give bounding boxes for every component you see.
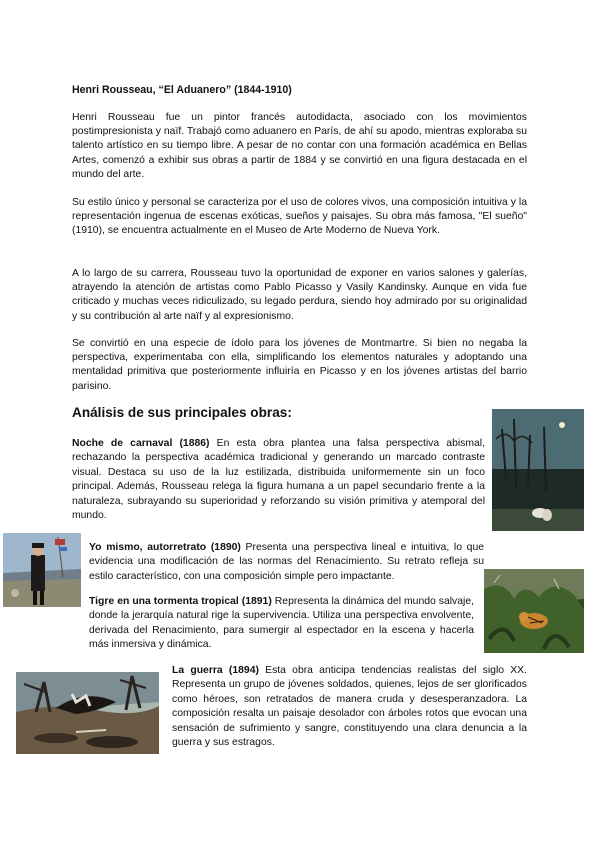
work-description: Representa la dinámica del mundo salvaje, donde la jerarquía natural rige la supervivencia. Utiliza una perspectiva envolvente, derivada del Renacimiento, para sumergir al espectador en la escena y hacerla más inmersiva y dinámica. xyxy=(89,596,474,651)
painting-la-guerra xyxy=(16,672,159,754)
bio-paragraph-1: Henri Rousseau fue un pintor francés autodidacta, asociado con los movimientos postimpresionista y naïf. Trabajó como aduanero en París, de ahí su apodo, mientras exploraba su talento artístico en su tiempo libre. A pesar de no contar con una formación académica en Bellas Artes, comenzó a exhibir sus obras a partir de 1884 y se convirtió en una figura destacada en el mundo del arte. xyxy=(72,112,527,180)
work-description: Esta obra anticipa tendencias realistas del siglo XX. Representa un grupo de jóvenes soldados, quienes, lejos de ser glorificados como héroes, son retratados de manera cruda y desesperanzadora. La composición resalta un paisaje desolador con árboles rotos que evocan una sensación de sufrimiento y sangre, constituyendo una clara denuncia a la guerra y sus estragos. xyxy=(172,665,527,749)
painting-tigre-tormenta xyxy=(484,569,584,653)
painting-yo-mismo-autorretrato xyxy=(3,533,81,607)
bio-paragraph-2: Su estilo único y personal se caracteriza por el uso de colores vivos, una composición intuitiva y la representación ingenua de escenas exóticas, sueños y paisajes. Su obra más famosa, "El sueño" (1910), se encuentra actualmente en el Museo de Arte Moderno de Nueva York. xyxy=(72,197,527,237)
page-title: Henri Rousseau, “El Aduanero” (1844-1910) xyxy=(72,84,292,96)
analysis-heading: Análisis de sus principales obras: xyxy=(72,405,292,420)
work-title: Yo mismo, autorretrato (1890) xyxy=(89,542,241,553)
work-tigre-tormenta xyxy=(89,595,474,653)
work-yo-mismo xyxy=(89,541,484,584)
work-description: Presenta una perspectiva lineal e intuitiva, lo que evidencia una modificación de las normas del Renacimiento. Su retrato refleja su estilo característico, con una composición simple pero impactante. xyxy=(89,542,484,582)
work-la-guerra xyxy=(172,664,527,750)
bio-paragraph-3: A lo largo de su carrera, Rousseau tuvo la oportunidad de exponer en varios salones y galerías, atrayendo la atención de artistas como Pablo Picasso y Vasily Kandinsky. Aunque en vida fue criticado y muchas veces ridiculizado, su legado perdura, siendo hoy admirado por su originalidad y su contribución al arte naïf y al expresionismo. xyxy=(72,268,527,322)
work-noche-de-carnaval xyxy=(72,437,485,523)
bio-paragraph-4: Se convirtió en una especie de ídolo para los jóvenes de Montmartre. Si bien no negaba la perspectiva, experimentaba con ella, simplificando los elementos naturales y adoptando una mentalidad primitiva que posteriormente influiría en Picasso y en los jóvenes artistas del barrio parisino. xyxy=(72,338,527,392)
work-description: En esta obra plantea una falsa perspectiva abismal, rechazando la perspectiva académica tradicional y generando un marcado contraste visual. Destaca su uso de la luz estilizada, distribuida uniformemente sin un foco principal. Además, Rousseau relega la figura humana a un papel secundario frente a la naturaleza, subrayando su superioridad y reforzando su visión primitiva y atemporal del mundo. xyxy=(72,438,485,522)
painting-noche-de-carnaval xyxy=(492,409,584,531)
work-title: La guerra (1894) xyxy=(172,665,259,676)
work-title: Tigre en una tormenta tropical (1891) xyxy=(89,596,272,607)
work-title: Noche de carnaval (1886) xyxy=(72,438,210,449)
